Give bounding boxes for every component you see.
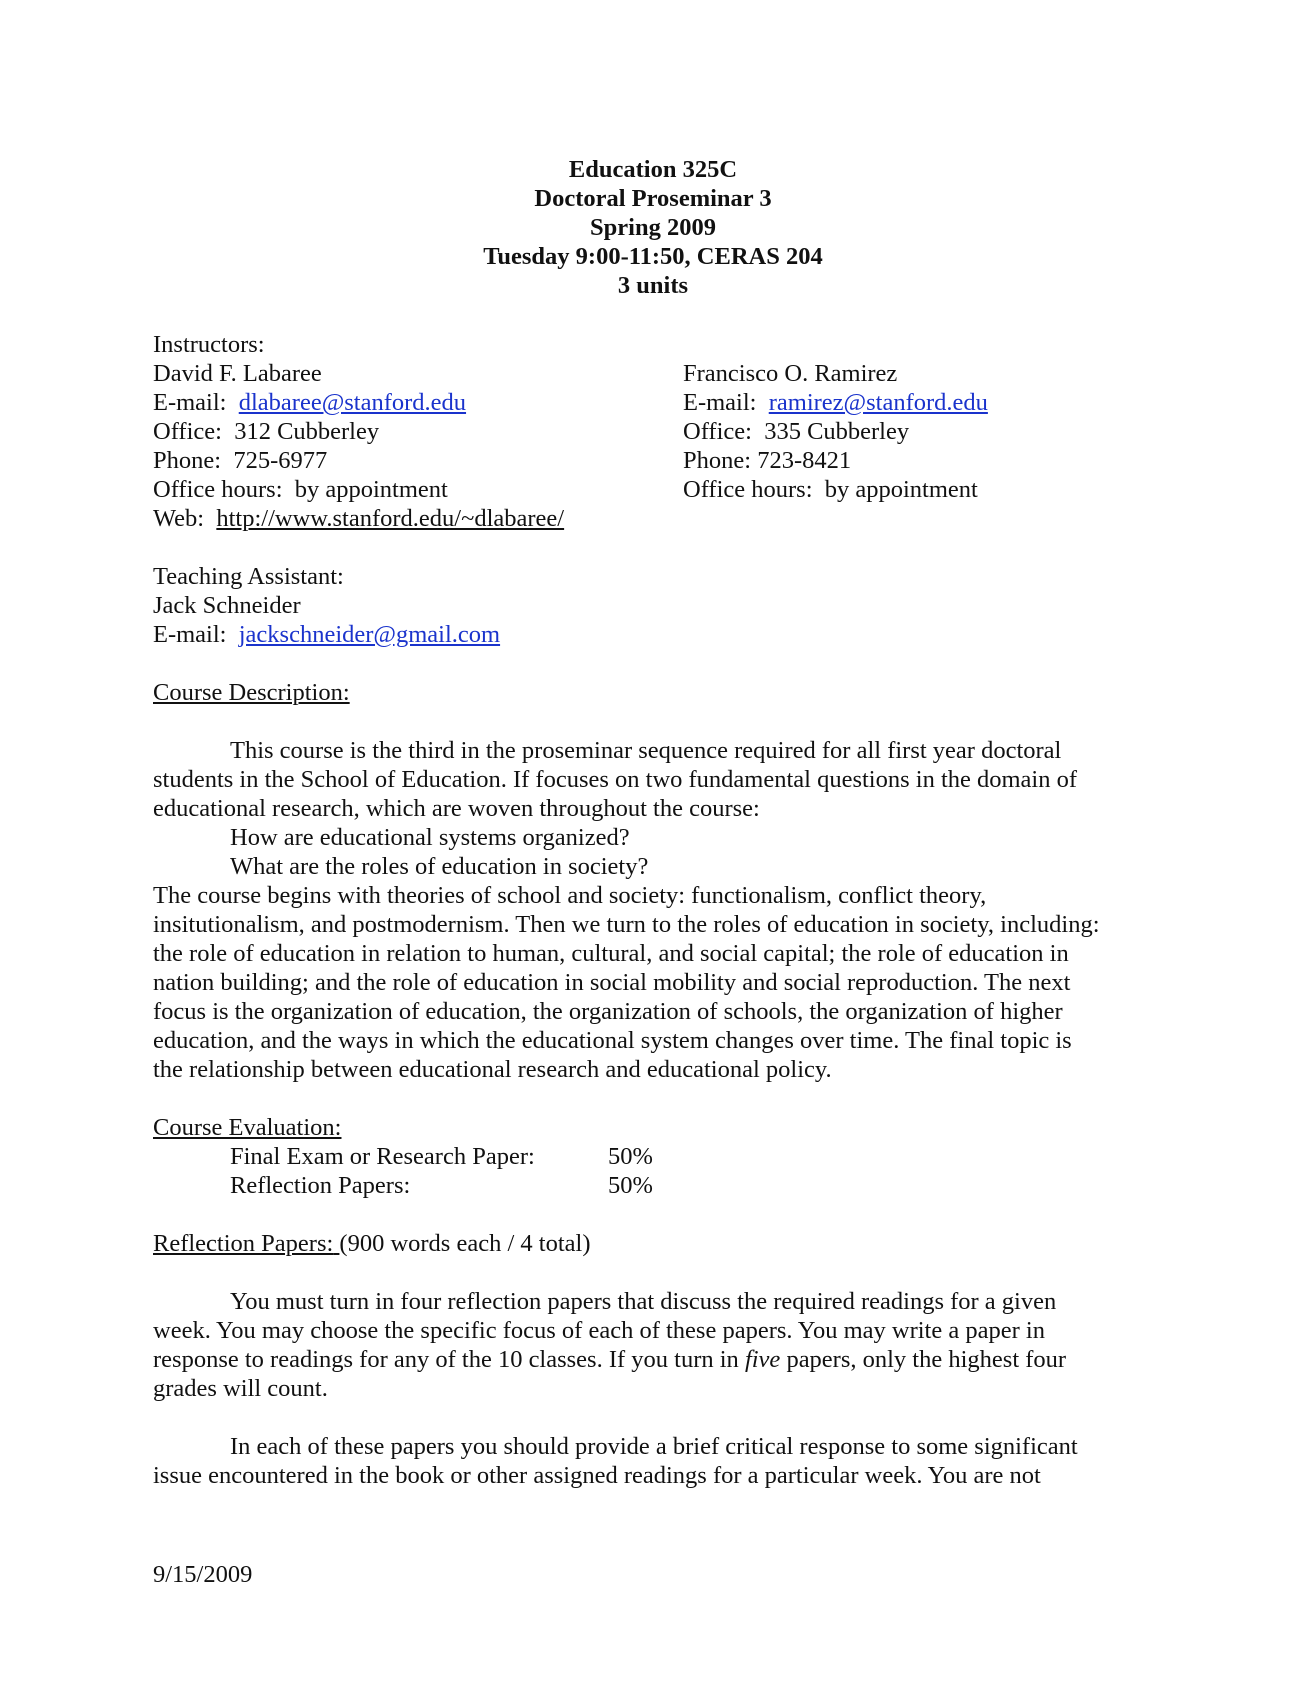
phone-label: Phone: bbox=[153, 447, 222, 474]
reflection-heading: Reflection Papers: bbox=[153, 1230, 334, 1257]
course-schedule: Tuesday 9:00-11:50, CERAS 204 bbox=[483, 243, 823, 270]
text-segment: response to readings for any of the 10 classes. If you turn in bbox=[153, 1346, 745, 1373]
course-number: Education 325C bbox=[568, 156, 738, 183]
evaluation-item-weight: 50% bbox=[608, 1172, 653, 1199]
course-units: 3 units bbox=[617, 272, 689, 299]
description-line: students in the School of Education. If focuses on two fundamental questions in the domain of bbox=[153, 766, 1078, 793]
description-line: educational research, which are woven throughout the course: bbox=[153, 795, 760, 822]
web-label: Web: bbox=[153, 505, 205, 532]
instructor-left-web-link[interactable]: http://www.stanford.edu/~dlabaree/ bbox=[216, 505, 565, 532]
phone-label: Phone: bbox=[683, 447, 752, 474]
description-line: This course is the third in the proseminar sequence required for all first year doctoral bbox=[230, 737, 1062, 764]
instructor-left-phone-row bbox=[153, 449, 327, 474]
instructor-left-web-row bbox=[153, 507, 564, 532]
reflection-para1-line: grades will count. bbox=[153, 1375, 328, 1402]
ta-heading: Teaching Assistant: bbox=[153, 563, 344, 590]
instructor-left-hours-row bbox=[153, 478, 448, 503]
description-line: the role of education in relation to human, cultural, and social capital; the role of education in bbox=[153, 940, 1069, 967]
email-label: E-mail: bbox=[153, 389, 227, 416]
instructor-left-email-link[interactable]: dlabaree@stanford.edu bbox=[238, 389, 467, 416]
reflection-para1-line: week. You may choose the specific focus of each of these papers. You may write a paper in bbox=[153, 1317, 1045, 1344]
instructor-right-hours-row bbox=[683, 478, 978, 503]
description-line: nation building; and the role of education in social mobility and social reproduction. The next bbox=[153, 969, 1071, 996]
instructors-heading: Instructors: bbox=[153, 331, 265, 358]
email-label: E-mail: bbox=[153, 621, 227, 648]
office-value: 312 Cubberley bbox=[234, 418, 380, 445]
instructor-right-name: Francisco O. Ramirez bbox=[683, 360, 898, 387]
instructor-left-email-row bbox=[153, 391, 466, 416]
course-evaluation-heading: Course Evaluation: bbox=[153, 1114, 342, 1141]
hours-value: by appointment bbox=[824, 476, 978, 503]
hours-label: Office hours: bbox=[683, 476, 813, 503]
instructor-left-name: David F. Labaree bbox=[153, 360, 322, 387]
reflection-para1-line bbox=[153, 1348, 1066, 1373]
reflection-para2-line: issue encountered in the book or other assigned readings for a particular week. You are not bbox=[153, 1462, 1041, 1489]
instructor-right-email-row bbox=[683, 391, 988, 416]
ta-name: Jack Schneider bbox=[153, 592, 301, 619]
instructor-left-office-row bbox=[153, 420, 379, 445]
description-line: insitutionalism, and postmodernism. Then we turn to the roles of education in society, including: bbox=[153, 911, 1100, 938]
text-segment: papers, only the highest four bbox=[780, 1346, 1067, 1373]
evaluation-item-label: Final Exam or Research Paper: bbox=[230, 1143, 535, 1170]
description-line: education, and the ways in which the educational system changes over time. The final topic is bbox=[153, 1027, 1072, 1054]
instructor-right-phone-row bbox=[683, 449, 851, 474]
reflection-para2-line: In each of these papers you should provide a brief critical response to some significant bbox=[230, 1433, 1078, 1460]
instructor-right-office-row bbox=[683, 420, 909, 445]
description-question: What are the roles of education in society? bbox=[230, 853, 649, 880]
evaluation-item-label: Reflection Papers: bbox=[230, 1172, 411, 1199]
reflection-heading-row bbox=[153, 1232, 590, 1257]
ta-email-link[interactable]: jackschneider@gmail.com bbox=[238, 621, 501, 648]
evaluation-item-weight: 50% bbox=[608, 1143, 653, 1170]
office-label: Office: bbox=[683, 418, 752, 445]
office-label: Office: bbox=[153, 418, 222, 445]
instructor-right-email-link[interactable]: ramirez@stanford.edu bbox=[768, 389, 988, 416]
reflection-heading-note: (900 words each / 4 total) bbox=[339, 1230, 591, 1257]
footer-date: 9/15/2009 bbox=[153, 1561, 253, 1588]
phone-value: 723-8421 bbox=[757, 447, 852, 474]
description-line: the relationship between educational research and educational policy. bbox=[153, 1056, 832, 1083]
course-description-heading: Course Description: bbox=[153, 679, 350, 706]
hours-value: by appointment bbox=[294, 476, 448, 503]
course-term: Spring 2009 bbox=[590, 214, 716, 241]
emphasis-text: five bbox=[744, 1346, 781, 1373]
email-label: E-mail: bbox=[683, 389, 757, 416]
description-line: The course begins with theories of school and society: functionalism, conflict theory, bbox=[153, 882, 987, 909]
office-value: 335 Cubberley bbox=[764, 418, 910, 445]
hours-label: Office hours: bbox=[153, 476, 283, 503]
reflection-para1-line: You must turn in four reflection papers that discuss the required readings for a given bbox=[230, 1288, 1057, 1315]
description-question: How are educational systems organized? bbox=[230, 824, 630, 851]
phone-value: 725-6977 bbox=[233, 447, 328, 474]
description-line: focus is the organization of education, the organization of schools, the organization of higher bbox=[153, 998, 1063, 1025]
course-title: Doctoral Proseminar 3 bbox=[534, 185, 772, 212]
ta-email-row bbox=[153, 623, 500, 648]
